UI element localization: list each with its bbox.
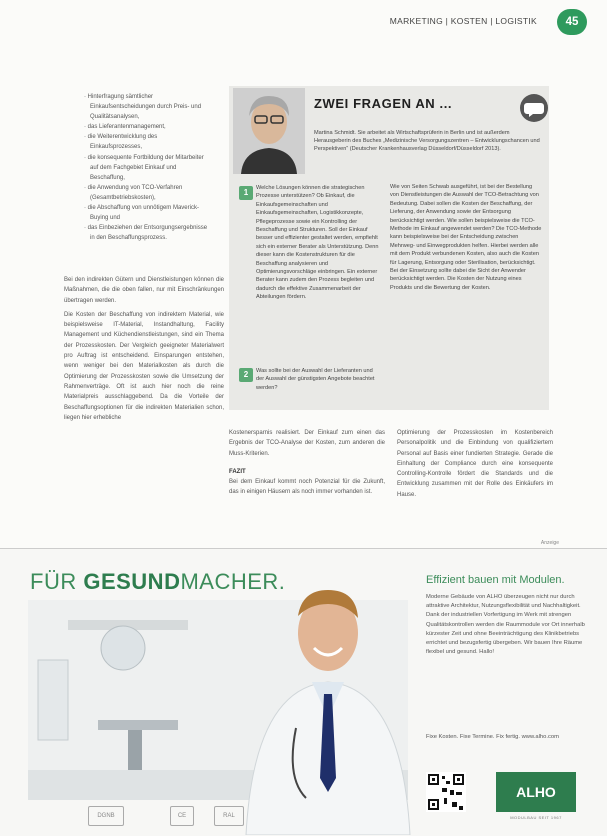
- interview-intro: Martina Schmidt. Sie arbeitet als Wirtschaftsprüferin in Berlin und ist außerdem Herausgeberin des Buches „Medizinische Versorgungszentren – Entwicklungschancen und Perspektiven“ (Deutscher Krankenhausverlag Düsseldorf/Düsseldorf 2013).: [314, 130, 540, 153]
- qr-code-icon[interactable]: [426, 772, 466, 812]
- portrait-illustration: [233, 88, 305, 174]
- interview-title: ZWEI FRAGEN AN ...: [314, 96, 453, 111]
- certification-logo: CE: [170, 806, 194, 826]
- ad-body-text: Moderne Gebäude von ALHO überzeugen nicht nur durch attraktive Architektur, Nutzungsflexibilität und Nachhaltigkeit. Dank der industriellen Vorfertigung im Werk mit strengen Qualitätskontrollen werden die Raummodule vor Ort innerhalb kürzester Zeit und ohne Beeinträchtigung des Klinikbetriebs errichtet und bezugsfertig übergeben. Wir bauen Ihre Räume flexibel und gesund. Hallo!: [426, 594, 585, 656]
- bullet-item: · Hinterfragung sämtlicher Einkaufsentscheidungen durch Preis- und Qualitätsanalysen,: [84, 94, 202, 121]
- doctor-photo: [236, 578, 416, 835]
- paragraph: Bei dem Einkauf kommt noch Potenzial für die Zukunft, das in einigen Häusern als noch immer vorhanden ist.: [229, 479, 385, 496]
- ad-headline-pre: FÜR: [30, 569, 84, 594]
- interview-answer: Wie von Seiten Schwab ausgeführt, ist bei der Bestellung von Dienstleistungen die Auswahl der TCO-Betrachtung von Bedeutung. Dabei sollen die Kosten der Beschaffung, der Lieferung, der Anwendung sowie der Entsorgung berücksichtigt werden. Wie sollen beispielsweise die TCO-Methode im Einkauf angewendet werden? Die TCO-Methode kann beispielsweise bei der Entscheidung zwischen Mehrweg- und Einwegprodukten helfen. Hierbei werden alle mit dem Produkt verbundenen Kosten, also auch die Kosten für Lagerung, Entsorgung oder Sterilisation, berücksichtigt. Bei der Einsetzung sollte dabei die Sicht der Anwender berücksichtigt werden. Die Kosten der Nutzung eines Produkts und die Bewertung der Kosten.: [390, 184, 542, 291]
- paragraph: Bei den indirekten Gütern und Dienstleistungen können die Maßnahmen, die die oben fallen, nur mit Einschränkungen übertragen werden.: [64, 277, 224, 304]
- section-header: MARKETING | KOSTEN | LOGISTIK: [389, 16, 537, 26]
- advertisement-label: Anzeige: [540, 540, 559, 546]
- certification-logo: RAL: [214, 806, 244, 826]
- bullet-item: · das Einbeziehen der Entsorgungsergebnisse in den Beschaffungsprozess.: [84, 225, 208, 242]
- page-number-badge: 45: [557, 9, 587, 35]
- left-column-text: [64, 275, 224, 427]
- paragraph: Die Kosten der Beschaffung von indirektem Material, wie beispielsweise IT-Material, Instandhaltung, Facility Management und Küchendienstleistungen, sind ein Thema der Prozesskosten. Der Vergleich geeigneter Materialwert pro Auftrag ist entscheidend. Einsparungen entstehen, wenn weniger bei den Materialkosten als durch die Optimierung der Prozesskosten sowie die Umsetzung der Rahmenverträge. Oft ist auch hier noch die reine Materialpreis ausschlaggebend. Da die Vorteile der Beschaffungsoptionen für die indirekten Materialien schon, liegen hier erhebliche: [64, 311, 224, 421]
- ad-call-to-action: Fixe Kosten. Fixe Termine. Fix fertig. www.alho.com: [426, 734, 559, 740]
- ad-headline-bold: GESUND: [83, 569, 181, 594]
- ad-headline-post: MACHER.: [180, 569, 286, 594]
- question-2-marker: 2: [239, 368, 253, 382]
- bullet-list: [82, 92, 210, 243]
- alho-logo: ALHO: [496, 772, 576, 812]
- question-2-text: Was sollte bei der Auswahl der Lieferanten und der Auswahl der günstigsten Angebote beachtet werden?: [256, 368, 375, 391]
- speech-bubble-glyph: [520, 94, 548, 122]
- bottom-column-3: Optimierung der Prozesskosten im Kostenbereich Personalpolitik und die Einbindung von qualifiziertem Personal auf Basis einer fundierten Strategie. Gerade die Einhaltung der Compliance durch eine konsequente Controlling-Kontrolle fördert die Standards und die Entwicklung zusammen mit der Rolle des Einkäufers im Hause.: [397, 430, 553, 498]
- bottom-column-2: [229, 428, 385, 498]
- bullet-item: · das Lieferantenmanagement,: [84, 124, 166, 131]
- alho-tagline: MODULBAU SEIT 1967: [510, 815, 562, 820]
- question-1-marker: 1: [239, 186, 253, 200]
- question-1-text: Welche Lösungen können die strategischen Prozesse unterstützen? Ob Einkauf, die Einkaufsgemeinschaften und Einkaufsgemeinschaften, Logistikkonzepte, Pflegeprozesse sowie ein Kontrolling der Beschaffung und Strukturen. Soll der Einkauf besser und effizienter gestaltet werden, empfiehlt sich ein externer Berater als Unterstützung. Denn dieser kann die Kostenstrukturen für die Beschaffung analysieren und Optimierungsvorschläge einbringen. Ein externer Berater kann zudem den Prozess begleiten und dadurch die effektive Zusammenarbeit der Abteilungen fördern.: [256, 185, 379, 301]
- fazit-heading: FAZIT: [229, 468, 246, 475]
- bullet-item: · die Abschaffung von unnötigem Maverick-Buying und: [84, 205, 199, 222]
- portrait-photo: [233, 88, 305, 174]
- speech-bubble-icon: [520, 94, 548, 122]
- certification-logo: DGNB: [88, 806, 124, 826]
- paragraph: Kostenersparnis realisiert. Der Einkauf zum einen das Ergebnis der TCO-Analyse der Kosten, zum anderen die Muss-Kriterien.: [229, 430, 385, 457]
- ad-subheadline: Effizient bauen mit Modulen.: [426, 574, 565, 586]
- bullet-item: · die Weiterentwicklung des Einkaufsprozesses,: [84, 134, 158, 151]
- bullet-item: · die konsequente Fortbildung der Mitarbeiter auf dem Fachgebiet Einkauf und Beschaffung,: [84, 154, 204, 181]
- bullet-item: · die Anwendung von TCO-Verfahren (Gesamtbetriebskosten),: [84, 184, 183, 201]
